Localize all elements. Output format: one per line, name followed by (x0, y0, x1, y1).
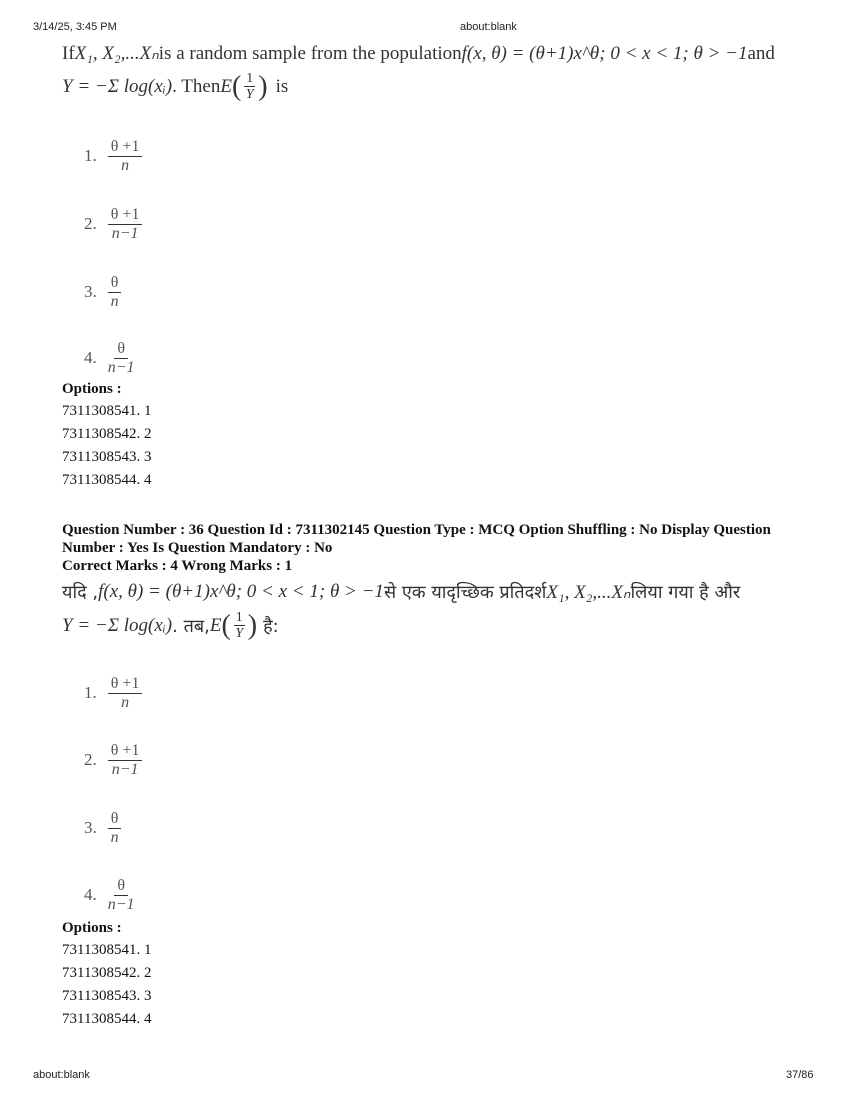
print-datetime: 3/14/25, 3:45 PM (33, 21, 117, 33)
option-id-4: 7311308544. 4 (62, 1011, 152, 1027)
question-36-meta: Question Number : 36 Question Id : 7311302145 Question Type : MCQ Option Shuffling : No Display Question Number : Yes Is Question Mandatory : No Correct Marks : 4 Wrong Marks : 1 (62, 521, 802, 575)
expectation-fraction: $\frac{1}{Y}$ (245, 71, 254, 103)
marks-info: Correct Marks : 4 Wrong Marks : 1 (62, 558, 293, 574)
option-id-1: 7311308541. 1 (62, 403, 152, 419)
choice-2: 2. $\frac{\theta +1}{n-1}$ (84, 206, 145, 242)
choice-2: 2. $\frac{\theta +1}{n-1}$ (84, 742, 145, 778)
y-definition: Y = −Σ log(xᵢ) (62, 75, 173, 97)
page-number: 37/86 (786, 1069, 814, 1081)
print-title: about:blank (460, 21, 517, 33)
choice-3: 3. $\frac{\theta}{n}$ (84, 274, 124, 310)
choice-1: 1. $\frac{\theta +1}{n}$ (84, 138, 145, 174)
choice-1: 1. $\frac{\theta +1}{n}$ (84, 675, 145, 711)
hindi-line-1: यदि , f(x, θ) = (θ+1)x^θ; 0 < x < 1; θ > −1 से एक यादृच्छिक प्रतिदर्श X₁, X₂,...Xₙ लिया गया है और (62, 581, 741, 603)
pdf-formula: f(x, θ) = (θ+1)x^θ; 0 < x < 1; θ > −1 (461, 42, 748, 64)
question-36-text (62, 580, 802, 642)
options-title: Options : (62, 920, 122, 936)
options-title: Options : (62, 381, 122, 397)
choice-4: 4. $\frac{\theta}{n-1}$ (84, 340, 135, 376)
footer-url: about:blank (33, 1069, 90, 1081)
question-line-2: Y = −Σ log(xᵢ) . Then E ( $\frac{1}{Y}$ ) is (62, 70, 289, 103)
sample-symbols: X₁, X₂,...Xₙ (74, 43, 159, 64)
option-id-2: 7311308542. 2 (62, 965, 152, 981)
question-35-text (62, 42, 802, 103)
hindi-line-2: Y = −Σ log(xᵢ) . तब, E ( $\frac{1}{Y}$ ) है: (62, 609, 279, 642)
option-id-1: 7311308541. 1 (62, 942, 152, 958)
choice-3: 3. $\frac{\theta}{n}$ (84, 810, 124, 846)
choice-4: 4. $\frac{\theta}{n-1}$ (84, 877, 135, 913)
option-id-2: 7311308542. 2 (62, 426, 152, 442)
option-id-4: 7311308544. 4 (62, 472, 152, 488)
option-id-3: 7311308543. 3 (62, 449, 152, 465)
question-line-1: If X₁, X₂,...Xₙ is a random sample from the population f(x, θ) = (θ+1)x^θ; 0 < x < 1; θ > −1 and (62, 42, 775, 64)
option-id-3: 7311308543. 3 (62, 988, 152, 1004)
